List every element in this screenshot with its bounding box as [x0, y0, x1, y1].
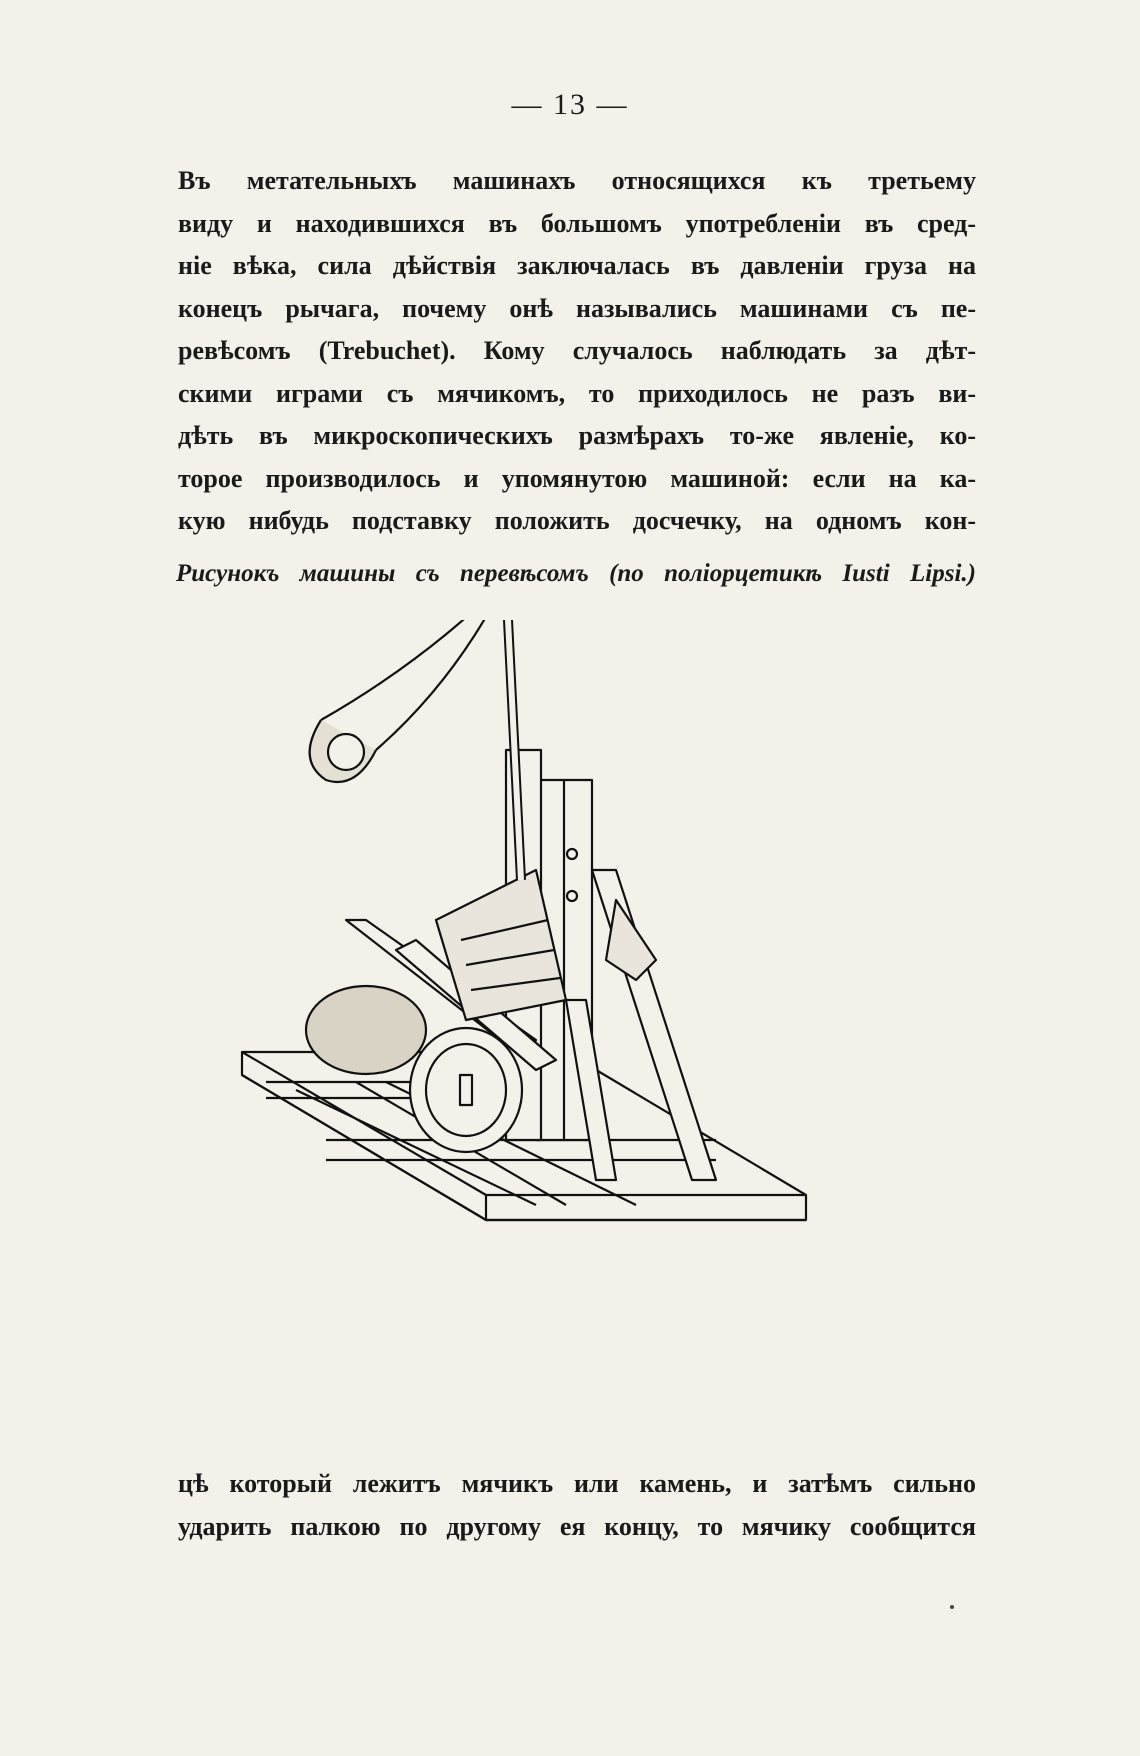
text-line: кую нибудь подставку положить досчечку, на одномъ кон- — [178, 506, 976, 535]
text-line: торое производилось и упомянутою машиной: если на ка- — [178, 463, 976, 493]
windlass-wheel — [410, 1028, 522, 1152]
paragraph-top — [178, 160, 976, 543]
text-line: Въ метательныхъ машинахъ относящихся къ третьему — [178, 166, 976, 195]
stone-ball — [306, 986, 426, 1074]
text-line: скими играми съ мячикомъ, то приходилось не разъ ви- — [178, 378, 976, 408]
figure-caption: Рисунокъ машины съ перевѣсомъ (по поліорцетикѣ Iusti Lipsi.) — [176, 560, 976, 587]
text-line: конецъ рычага, почему онѣ назывались машинами съ пе- — [178, 293, 976, 323]
trebuchet-illustration — [236, 620, 916, 1420]
text-line: цѣ который лежитъ мячикъ или камень, и затѣмъ сильно — [178, 1469, 976, 1498]
text-line: дѣть въ микроскопическихъ размѣрахъ то-же явленіе, ко- — [178, 421, 976, 450]
sling — [310, 620, 506, 782]
text-line: ударить палкою по другому ея концу, то мячику сообщится — [178, 1511, 976, 1541]
print-speck — [950, 1605, 954, 1609]
page-number: — 13 — — [511, 88, 629, 121]
text-line: виду и находившихся въ большомъ употребленіи въ сред- — [178, 208, 976, 238]
text-line: ніе вѣка, сила дѣйствія заключалась въ давленіи груза на — [178, 251, 976, 280]
paragraph-bottom — [178, 1463, 976, 1548]
text-line: ревѣсомъ (Trebuchet). Кому случалось наблюдать за дѣт- — [178, 336, 976, 365]
